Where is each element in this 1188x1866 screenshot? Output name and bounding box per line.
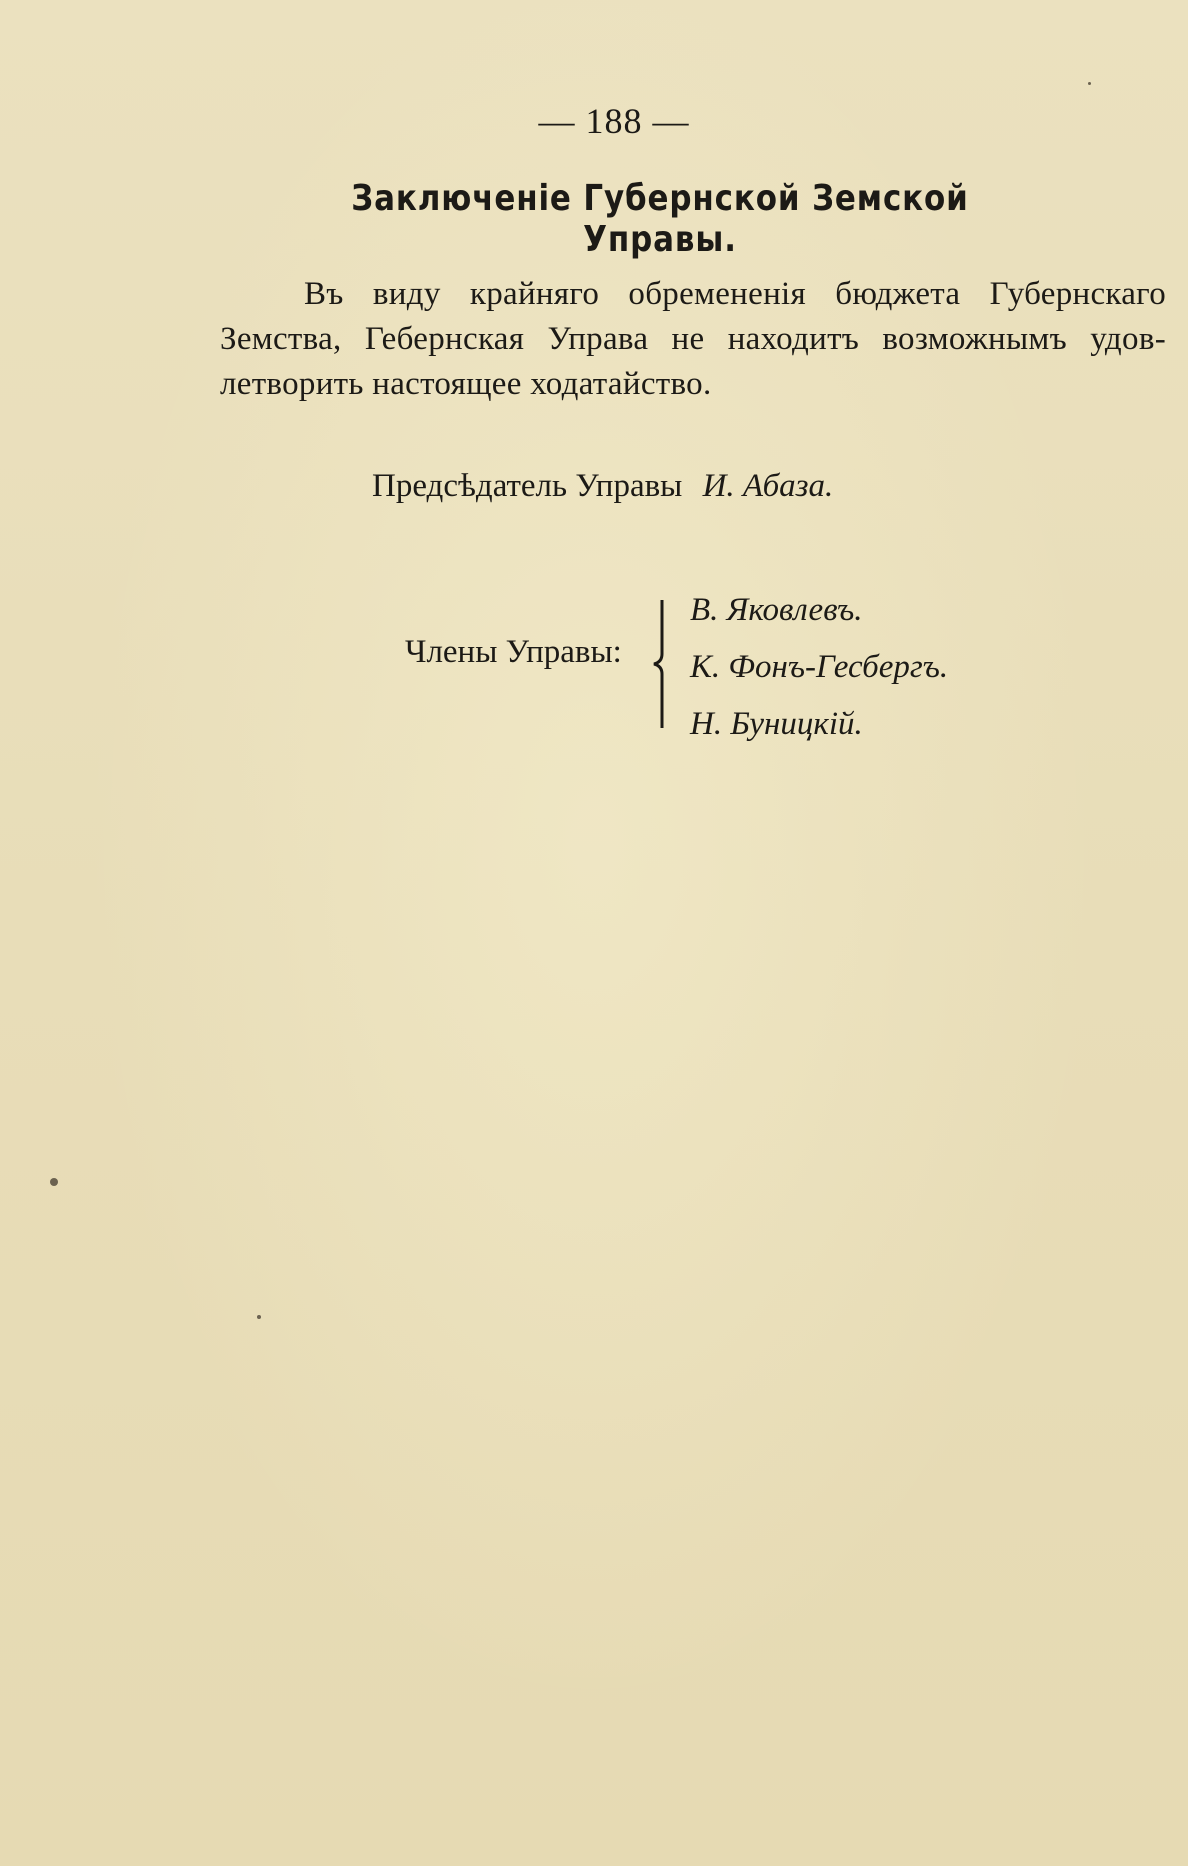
curly-brace-icon xyxy=(648,598,668,730)
members-label: Члены Управы: xyxy=(405,634,622,670)
paper-speck xyxy=(1088,82,1091,85)
paper-speck xyxy=(50,1178,58,1186)
paragraph xyxy=(220,272,1166,407)
page-title: Заключеніе Губернской Земской Управы. xyxy=(351,178,969,260)
page-number: — 188 — xyxy=(538,101,690,141)
paragraph-line-2: Земства, Гебернская Управа не находитъ возможнымъ удов- xyxy=(220,321,1166,357)
chairman-name: И. Абаза. xyxy=(702,468,834,504)
member-name: В. Яковлевъ. xyxy=(690,592,863,628)
member-name: Н. Буницкій. xyxy=(690,706,863,742)
paragraph-line-3: летворить настоящее ходатайство. xyxy=(220,366,712,402)
paper-speck xyxy=(257,1315,261,1319)
chairman-label: Предсѣдатель Управы xyxy=(372,468,683,504)
chairman-signature xyxy=(372,468,833,505)
members-list xyxy=(690,582,948,753)
paragraph-line-1: Въ виду крайняго обремененія бюджета Губернскаго xyxy=(304,276,1166,312)
member-name: К. Фонъ-Гесбергъ. xyxy=(690,649,949,685)
